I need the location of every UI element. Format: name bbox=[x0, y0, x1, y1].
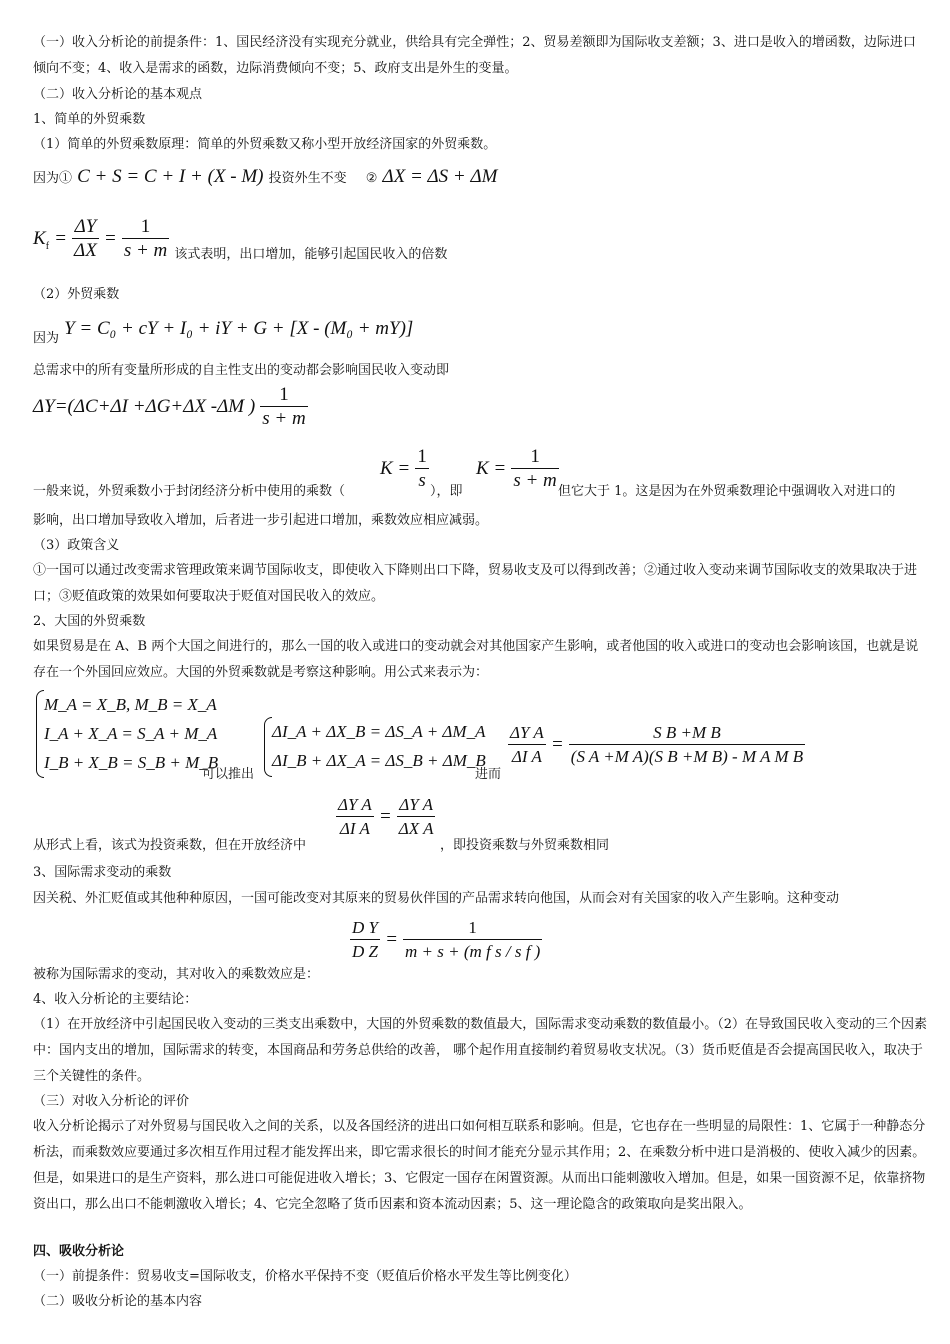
conclusions-paragraph: （1）在开放经济中引起国民收入变动的三类支出乘数中，大国的外贸乘数的数值最大，国际需求变动乘数的数值最小。（2）在导致国民收入变动的三个因素中：国内支出的增加，国际需求的转变，本国商品和劳务总供给的改善， 哪个起作用直接制约着贸易收支状况。（3）货币贬值是否会提高国民收入，取决于三个关键性的条件。 bbox=[33, 1017, 928, 1084]
comparison-text-b: ），即 bbox=[430, 484, 463, 499]
heading-large-country: 2、大国的外贸乘数 bbox=[33, 614, 146, 629]
large-country-multiplier: $\frac{\text{ΔY A}}{\text{ΔI A}}$ = $\frac{\text{S B +M B}}{\text{(S A +M A)(S B +M B) - M A M B}}$ bbox=[510, 723, 804, 766]
heading-absorption: 四、吸收分析论 bbox=[33, 1244, 125, 1259]
formula-row-1 bbox=[33, 166, 497, 188]
comparison-text-c: 但它大于 1。这是因为在外贸乘数理论中强调收入对进口的 bbox=[558, 484, 896, 499]
intl-demand-note: 被称为国际需求的变动，其对收入的乘数效应是： bbox=[33, 967, 320, 982]
kf-symbol: K bbox=[33, 228, 46, 249]
equation-system-1: M_A = X_B, M_B = X_A I_A + X_A = S_A + M_A I_B + X_B = S_B + M_B bbox=[44, 695, 219, 772]
evaluation-paragraph: 收入分析论揭示了对外贸易与国民收入之间的关系，以及各国经济的进出口如何相互联系和影响。但是，它也存在一些明显的局限性：1、它属于一种静态分析法，而乘数效应要通过多次相互作用过程才能发挥出来，即它需求很长的时间才能充分显示其作用；2、在乘数分析中进口是消极的、使收入减少的因素。但是，如果进口的是生产资料，那么进口可能促进收入增长；3、它假定一国存在闲置资源。从而出口能刺激收入增加。但是，如果一国资源不足，依靠挤物资出口，那么出口不能刺激收入增长；4、它完全忽略了货币因素和资本流动因素；5、这一理论隐含的政策取向是奖出限入。 bbox=[33, 1119, 926, 1212]
heading-simple-multiplier: 1、简单的外贸乘数 bbox=[33, 112, 146, 127]
autonomous-spending-note: 总需求中的所有变量所形成的自主性支出的变动都会影响国民收入变动即 bbox=[33, 363, 450, 378]
equal-multipliers-formula: $\frac{\text{ΔY A}}{\text{ΔI A}}$ = $\frac{\text{ΔY A}}{\text{ΔX A}}$ bbox=[338, 795, 434, 838]
because-label: 因为① bbox=[33, 171, 73, 186]
formula-kf-row: $K_f$ = $\frac{\Delta Y}{\Delta X}$ = $\frac{1}{s + m}$ $_{该式表明,出口增加,能够引起国民收入的倍数}$ bbox=[33, 216, 448, 262]
formula-income-row bbox=[33, 318, 413, 346]
formula-income-equation: Y = C₀ + cY + I₀ + iY + G + [X - (M₀ + mY)] bbox=[64, 318, 414, 339]
can-derive-label: 可以推出 bbox=[202, 767, 255, 782]
form-note-a: 从形式上看，该式为投资乘数，但在开放经济中 bbox=[33, 838, 307, 853]
kf-subscript: f bbox=[45, 241, 50, 252]
system-1-brace bbox=[36, 690, 44, 778]
heading-evaluation: （三）对收入分析论的评价 bbox=[33, 1094, 190, 1109]
simple-multiplier-principle: （1）简单的外贸乘数原理：简单的外贸乘数又称小型开放经济国家的外贸乘数。 bbox=[33, 137, 497, 152]
form-note-b: ，即投资乘数与外贸乘数相同 bbox=[440, 838, 610, 853]
comparison-text-a: 一般来说，外贸乘数小于封闭经济分析中使用的乘数（ bbox=[33, 484, 346, 499]
investment-exogenous-note: 投资外生不变 bbox=[268, 171, 347, 186]
absorption-content-heading: （二）吸收分析论的基本内容 bbox=[33, 1294, 203, 1309]
intl-demand-paragraph: 因关税、外汇贬值或其他种种原因，一国可能改变对其原来的贸易伙伴国的产品需求转向他国，从而会对有关国家的收入产生影响。这种变动 bbox=[33, 891, 840, 906]
absorption-premise: （一）前提条件：贸易收支=国际收支，价格水平保持不变（贬值后价格水平发生等比例变化） bbox=[33, 1269, 577, 1284]
delta-y-fraction: $\frac{1}{s + m}$ bbox=[262, 384, 306, 429]
heading-intl-demand: 3、国际需求变动的乘数 bbox=[33, 865, 172, 880]
formula-savings-identity: C + S = C + I + (X - M) bbox=[77, 166, 264, 187]
heading-conclusions: 4、收入分析论的主要结论： bbox=[33, 992, 198, 1007]
heading-trade-multiplier: （2）外贸乘数 bbox=[33, 287, 120, 302]
import-effect-note: 影响，出口增加导致收入增加，后者进一步引起进口增加，乘数效应相应减弱。 bbox=[33, 513, 489, 528]
formula-delta-x: ΔX = ΔS + ΔM bbox=[382, 166, 498, 187]
open-multiplier: K = $\frac{1}{s + m}$ bbox=[476, 446, 557, 491]
circle-two: ② bbox=[365, 171, 378, 186]
kf-fraction-1: $\frac{\Delta Y}{\Delta X}$ bbox=[74, 216, 97, 261]
closed-multiplier: K = $\frac{1}{s}$ bbox=[380, 446, 427, 491]
intl-demand-formula: $\frac{\text{D Y}}{\text{D Z}}$ = $\frac{1}{\text{m + s + (m f s / s f )}}$ bbox=[352, 918, 541, 961]
formula-delta-y: ΔY=(ΔC+ΔI +ΔG+ΔX -ΔM ) bbox=[33, 396, 256, 417]
heading-policy: （3）政策含义 bbox=[33, 538, 120, 553]
kf-fraction-2: $\frac{1}{s + m}$ bbox=[123, 216, 168, 261]
system-2-brace bbox=[264, 717, 272, 777]
because-label-2: 因为 bbox=[33, 331, 60, 346]
large-country-paragraph: 如果贸易是在 A、B 两个大国之间进行的，那么一国的收入或进口的变动就会对其他国家产生影响，或者他国的收入或进口的变动也会影响该国，也就是说存在一个外国回应效应。大国的外贸乘数就是考察这种影响。用公式来表示为： bbox=[33, 639, 919, 680]
kf-explanation: 该式表明，出口增加，能够引起国民收入的倍数 bbox=[174, 247, 448, 262]
formula-delta-y-row bbox=[33, 384, 308, 431]
thus-label: 进而 bbox=[475, 767, 502, 782]
precondition-paragraph: （一）收入分析论的前提条件：1、国民经济没有实现充分就业，供给具有完全弹性；2、贸易差额即为国际收支差额；3、进口是收入的增函数，边际进口倾向不变；4、收入是需求的函数，边际消费倾向不变；5、政府支出是外生的变量。 bbox=[33, 35, 916, 76]
equation-system-2: ΔI_A + ΔX_B = ΔS_A + ΔM_A ΔI_B + ΔX_A = ΔS_B + ΔM_B bbox=[272, 722, 486, 770]
section-basic-views: （二）收入分析论的基本观点 bbox=[33, 87, 203, 102]
policy-paragraph: ①一国可以通过改变需求管理政策来调节国际收支，即使收入下降则出口下降，贸易收支及可以得到改善；②通过收入变动来调节国际收支的效果取决于进口；③贬值政策的效果如何要取决于贬值对国民收入的效应。 bbox=[33, 563, 918, 604]
